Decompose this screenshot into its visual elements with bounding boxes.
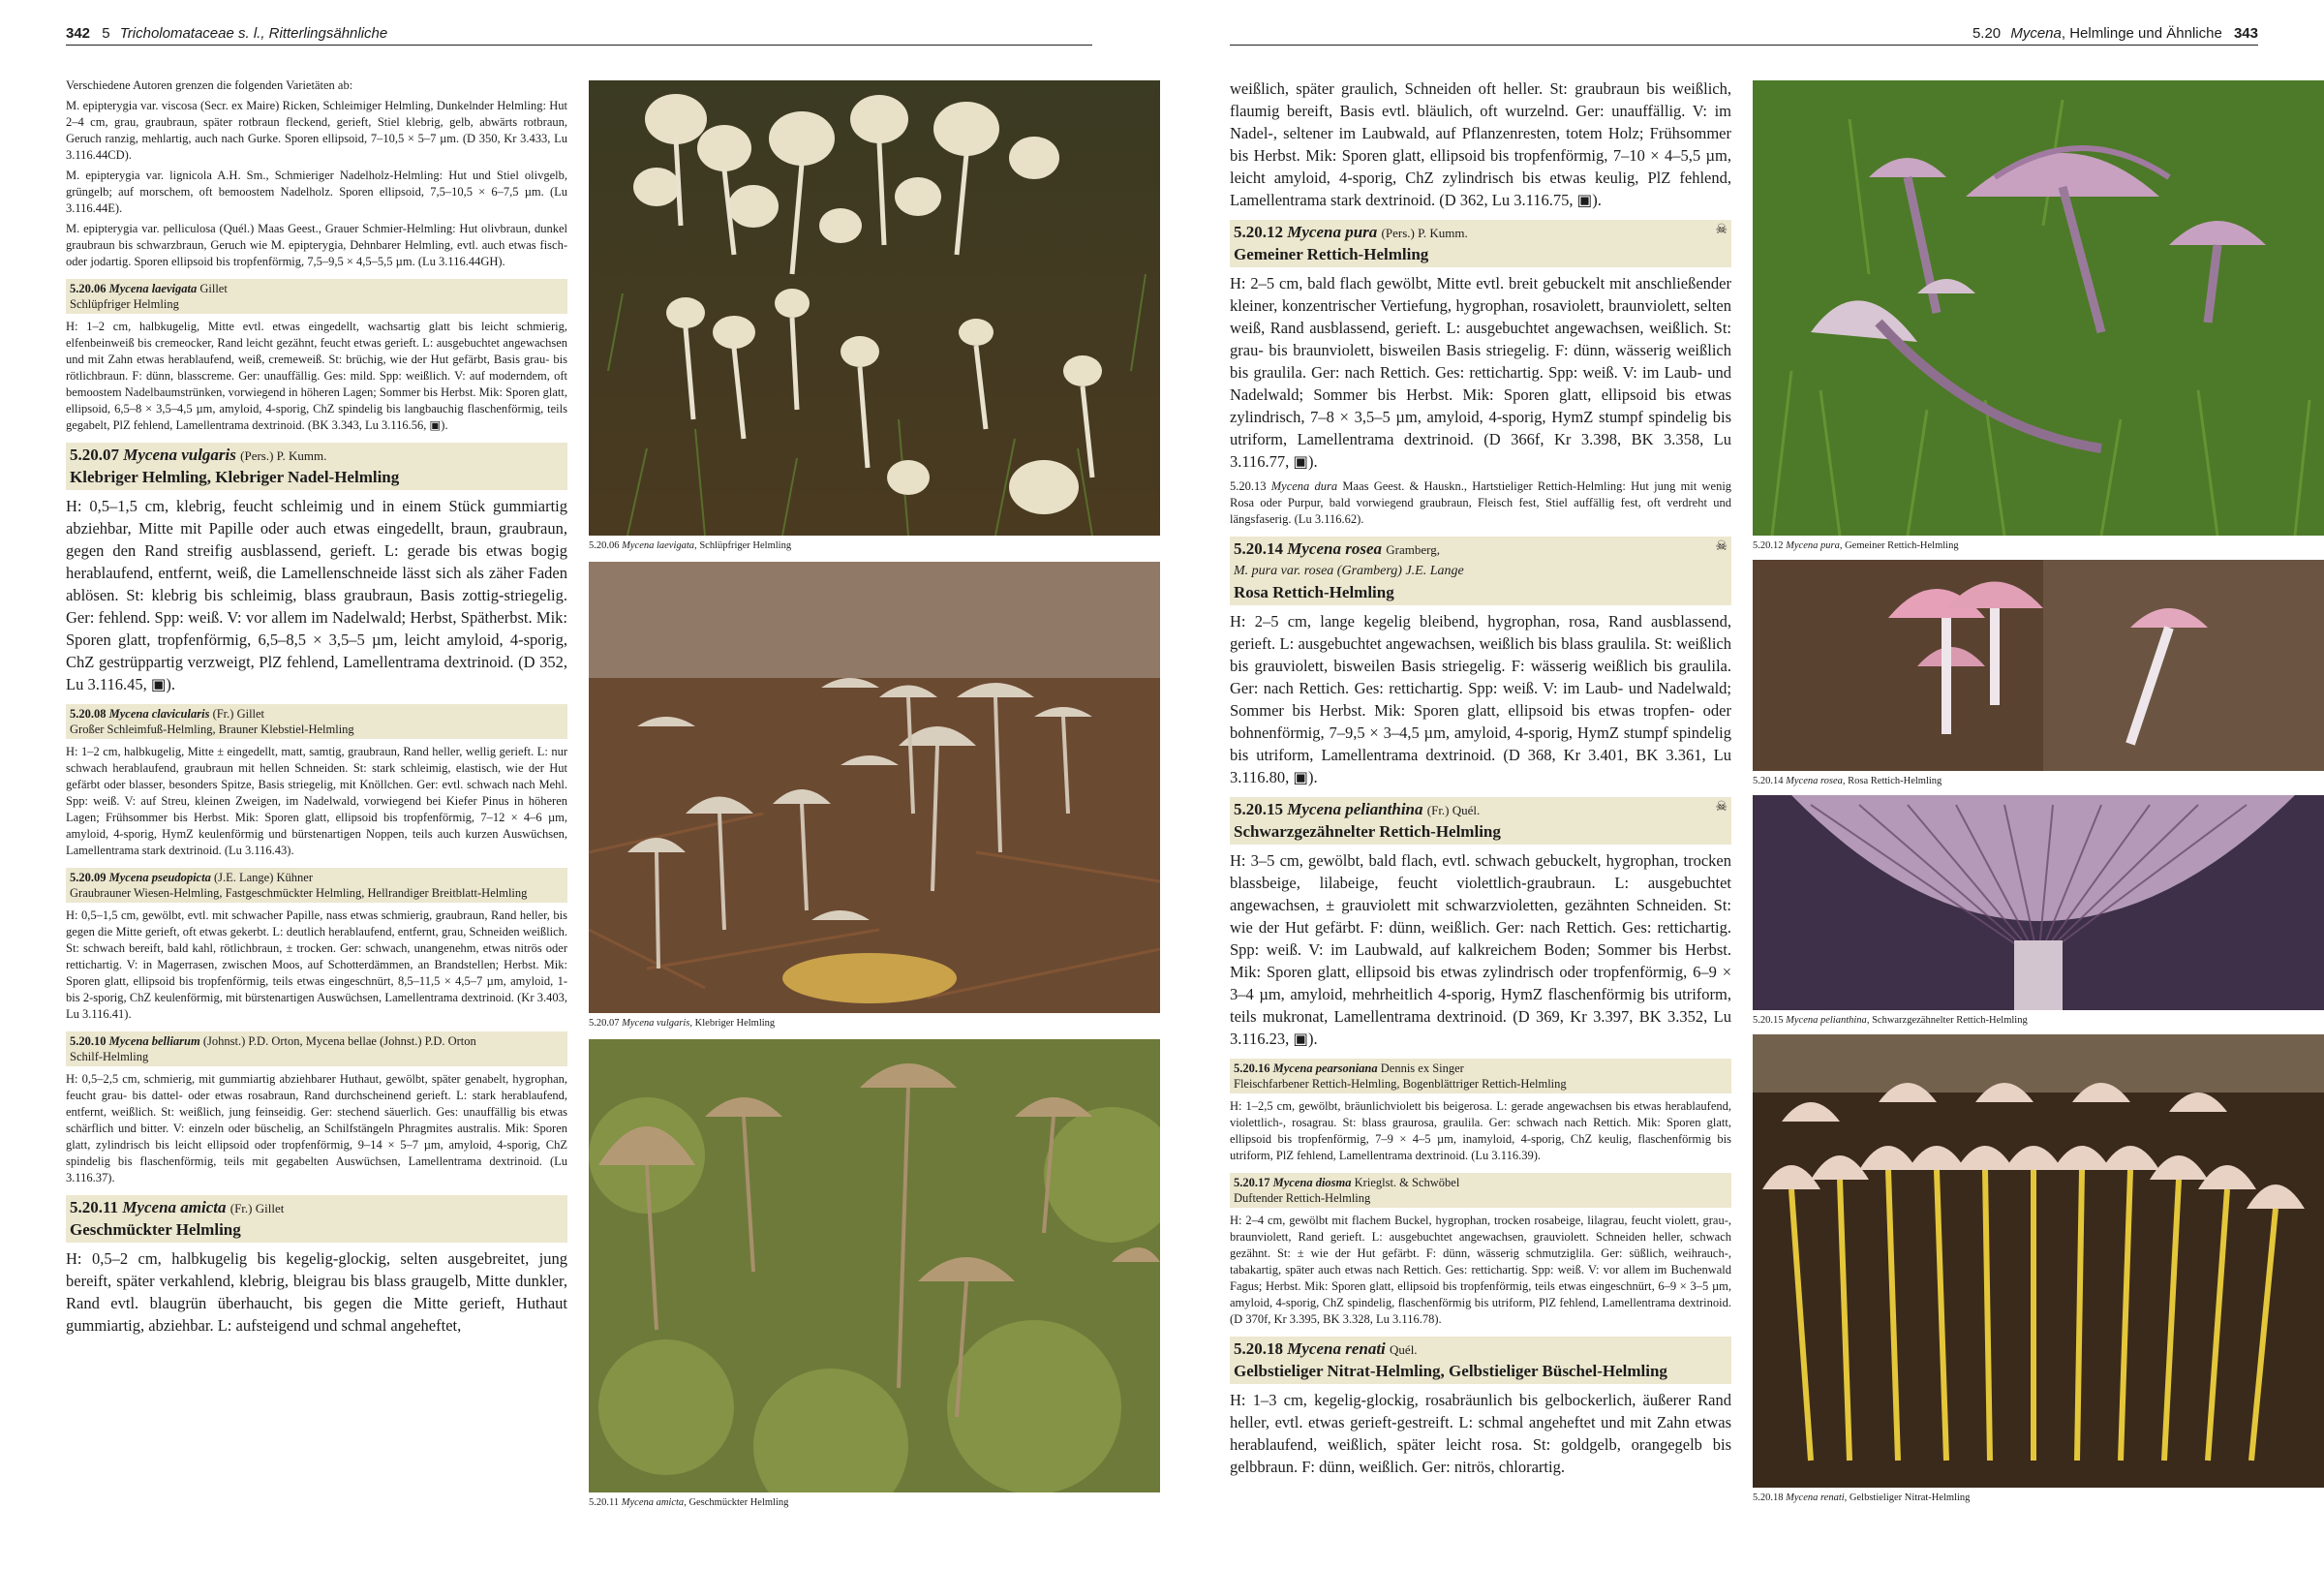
species-note: 5.20.13 Mycena dura Maas Geest. & Hauskn., Hartstieliger Rettich-Helmling: Hut jung mit wenig Rosa oder Purpur, bald vorwiegend graubraun, Fleisch fest, Stiel auffällig fest, oft verdreht und längsfaserig. (Lu 3.116.62). — [1230, 479, 1731, 526]
section-number: 5.20.06 — [70, 282, 107, 295]
german-name: Fleischfarbener Rettich-Helmling, Bogenblättriger Rettich-Helmling — [1234, 1077, 1567, 1091]
mushroom-photo — [1753, 560, 2324, 771]
species-author: Dennis ex Singer — [1380, 1061, 1464, 1075]
german-name: Rosa Rettich-Helmling — [1234, 583, 1394, 601]
species-description: H: 3–5 cm, gewölbt, bald flach, evtl. schwach gebuckelt, hygrophan, trocken blassbeige, lilabeige, feucht violettlich-graubraun. L: ausgebuchtet angewachsen, ± grauviolett mit schwarzvioletten, gezähnten Schneiden. St: wie der Hut gefärbt. F: dünn, weißlich. Ger: nach Rettich. Ges: rettichartig. Spp: weiß. V: im Laubwald, auf kalkreichem Boden; Sommer bis Herbst. Mik: Sporen glatt, ellipsoid bis etwas zylindrisch oder tropfenförmig, 6–9 × 3–4 µm, amyloid, mehrheitlich 4-sporig, HymZ flaschenförmig bis utriform, teils mukronat, Lamellentrama dextrinoid. (D 369, Kr 3.397, BK 3.352, Lu 3.116.23, ▣). — [1230, 851, 1731, 1048]
section-number: 5.20.18 — [1234, 1339, 1283, 1358]
german-name: Gemeiner Rettich-Helmling — [1234, 245, 1429, 263]
species-author: (Fr.) Gillet — [212, 707, 265, 721]
german-name: Schlüpfriger Helmling — [70, 297, 179, 311]
photo-german-name: Geschmückter Helmling — [688, 1497, 789, 1508]
right-photo-column — [1753, 80, 2324, 1508]
species-description: H: 0,5–1,5 cm, klebrig, feucht schleimig und in einem Stück gummiartig abziehbar, Mitte mit Papille oder auch etwas eingedellt, braun, graubraun, gegen den Rand streifig ausblassend, gerieft. L: gerade bis etwas bogig herablaufend, entfernt, weiß, die Lamellenschneide lässt sich als zäher Faden ablösen. St: klebrig bis schleimig, blass graubraun, Basis zottig-striegelig. Ger: fehlend. Spp: weiß. V: vor allem im Nadelwald; Herbst, Spätherbst. Mik: Sporen glatt, tropfenförmig, 6,5–8,5 × 3,5–5 µm, leicht amyloid, 4-sporig, ChZ gestrüppartig verzweigt, PlZ fehlend, Lamellentrama dextrinoid. (D 352, Lu 3.116.45, ▣). — [66, 497, 567, 693]
mushroom-photo — [589, 1039, 1160, 1492]
species-name: Mycena diosma — [1272, 1176, 1352, 1189]
photo-caption: 5.20.14 Mycena rosea, Rosa Rettich-Helmling — [1753, 776, 1942, 786]
species-description: H: 1–3 cm, kegelig-glockig, rosabräunlich bis gelbockerlich, äußerer Rand heller, evtl. etwas gerieft-gestreift. L: schmal angeheftet und mit Zahn etwas herablaufend, weißlich, später leicht rosa. St: goldgelb, orangegelb bis gelbbraun. F: dünn, weißlich. Ger: nitrös, chlorartig. — [1230, 1391, 1731, 1476]
species-name: Mycena rosea — [1287, 539, 1382, 558]
right-running-header — [1230, 25, 2258, 46]
photo-german-name: Schlüpfriger Helmling — [699, 540, 792, 551]
species-name: Mycena laevigata — [108, 282, 198, 295]
species-description: H: 2–5 cm, lange kegelig bleibend, hygrophan, rosa, Rand ausblassend, gerieft. L: ausgebuchtet angewachsen, weißlich bis blass graulila. St: weißlich bis grauviolett, bisweilen Basis striegelig. F: wässerig weißlich bis graulila. Ger: nach Rettich. Ges: rettichartig. Spp: weiß. V: im Laub- und Nadelwald; Sommer bis Herbst. Mik: Sporen glatt, ellipsoid bis etwas tropfen- oder bohnenförmig, 7–9,5 × 3–4,5 µm, amyloid, 4-sporig, HymZ stumpf spindelig bis utriform, Lamellentrama dextrinoid. (D 368, Kr 3.401, BK 3.361, Lu 3.116.80, ▣). — [1230, 612, 1731, 786]
photo-species: Mycena amicta — [621, 1497, 685, 1508]
photo-german-name: Schwarzgezähnelter Rettich-Helmling — [1872, 1015, 2028, 1026]
species-author: (Fr.) Gillet — [229, 1201, 285, 1215]
photo-label: 5.20.18 — [1753, 1492, 1784, 1503]
species-author: (J.E. Lange) Kühner — [213, 871, 313, 884]
species-description: Hartstieliger Rettich-Helmling: Hut jung mit wenig Rosa oder Purpur, bald vorwiegend graubraun, Fleisch fest, Stiel auffällig fest, oft verdreht und längsfaserig. (Lu 3.116.62). — [1230, 479, 1731, 526]
photo-label: 5.20.12 — [1753, 540, 1784, 551]
species-author: Gramberg, — [1386, 542, 1440, 557]
german-name: Gelbstieliger Nitrat-Helmling, Gelbstieliger Büschel-Helmling — [1234, 1362, 1667, 1380]
photo-caption: 5.20.15 Mycena pelianthina, Schwarzgezähnelter Rettich-Helmling — [1753, 1015, 2028, 1026]
section-heading — [66, 443, 567, 490]
photo-caption: 5.20.18 Mycena renati, Gelbstieliger Nitrat-Helmling — [1753, 1492, 1971, 1503]
photo-german-name: Rosa Rettich-Helmling — [1848, 776, 1942, 786]
section-number: 5 — [102, 25, 110, 42]
page-number: 342 — [66, 25, 91, 42]
german-name: Großer Schleimfuß-Helmling, Brauner Klebstiel-Helmling — [70, 723, 354, 736]
species-description: H: 0,5–2 cm, halbkugelig bis kegelig-glockig, selten ausgebreitet, jung bereift, später verkahlend, klebrig, bleigrau bis blass graugelb, Mitte dunkler, Rand evtl. blaugrün überhaucht, bis gegen die Mitte gerieft, Huthaut gummiartig, abziehbar. L: aufsteigend und schmal angeheftet, — [66, 1249, 567, 1335]
photo-label: 5.20.07 — [589, 1018, 620, 1029]
section-heading — [1230, 220, 1731, 267]
photo-species: Mycena vulgaris — [622, 1018, 690, 1029]
photo-label: 5.20.14 — [1753, 776, 1784, 786]
section-heading — [66, 868, 567, 903]
species-name: Mycena pura — [1287, 223, 1378, 241]
species-description: H: 1–2 cm, halbkugelig, Mitte ± eingedellt, matt, samtig, graubraun, Rand heller, wellig gerieft. L: nur schwach herablaufend, graubraun mit hellen Schneiden. St: stark schleimig, elastisch, wie der Hut gefärbt oder blasser, besonders Spitze, Basis striegelig, mit Knöllchen. Ger: evtl. schwach nach Mehl. Spp: weiß. V: auf Streu, kleinen Zweigen, im Nadelwald, vorwiegend bei Kiefer Pinus in höheren Lagen; Frühsommer bis Herbst. Mik: Sporen glatt, ellipsoid bis tropfenförmig, 7–12 × 4–6 µm, amyloid, 4-sporig, HymZ keulenförmig und bürstenartigen Noppen, teils auch kurzen Auswüchsen, Lamellentrama stark dextrinoid. (Lu 3.116.43). — [66, 745, 567, 857]
section-heading — [1230, 797, 1731, 845]
photo-label: 5.20.15 — [1753, 1015, 1784, 1026]
section-heading — [1230, 1173, 1731, 1208]
chapter-title: Tricholomataceae s. l., Ritterlingsähnliche — [119, 25, 388, 42]
left-photo-column — [589, 80, 1162, 1513]
species-description: H: 0,5–2,5 cm, schmierig, mit gummiartig abziehbarer Huthaut, gewölbt, später genabelt, hygrophan, feucht grau- bis dattel- oder etwas rosabraun, Rand durchscheinend gerieft. L: stark herablaufend, entfernt, weißlich. St: weißlich, jung feinseidig. Ger: stechend säuerlich. Ges: unauffällig bis etwas schärflich und bitter. V: einzeln oder büschelig, an Schilfstängeln Phragmites australis. Mik: Sporen glatt, zylindrisch bis leicht ellipsoid oder tropfenförmig, 9–14 × 5–7 µm, amyloid, 4-sporig, ChZ spindelig bis flaschenförmig, teils mit gegabelten Auswüchsen, Lamellentrama dextrinoid. (Lu 3.116.37). — [66, 1072, 567, 1184]
section-heading — [1230, 1059, 1731, 1093]
species-author: Quél. — [1390, 1342, 1418, 1357]
section-heading — [66, 279, 567, 314]
photo-species: Mycena pura — [1786, 540, 1840, 551]
section-number: 5.20.15 — [1234, 800, 1283, 818]
page-number: 343 — [2233, 25, 2258, 42]
species-description: H: 2–4 cm, gewölbt mit flachem Buckel, hygrophan, trocken rosabeige, lilagrau, feucht violett, grau-, braunviolett, Rand gerieft. L: ausgebuchtet angewachsen, grauviolett. Schneiden heller, schwach gezähnt. St: ± wie der Hut gefärbt. F: dünn, wässerig schmutziglila. Ger: süßlich, weihrauch-, tabakartig, später auch etwas nach Rettich. Ges: rettichartig. Spp: weiß. V: vor allem im Buchenwald Fagus; Herbst. Mik: Sporen glatt, ellipsoid bis tropfenförmig, teils etwas eingeschnürt, 6–9 × 3–5 µm, amyloid, 4-sporig, ChZ spindelig, flaschenförmig bis utriform, PlZ fehlend, Lamellentrama dextrinoid. (D 370f, Kr 3.395, BK 3.328, Lu 3.116.78). — [1230, 1214, 1731, 1326]
mushroom-photo — [1753, 795, 2324, 1010]
photo-species: Mycena laevigata — [622, 540, 695, 551]
species-description: H: 1–2 cm, halbkugelig, Mitte evtl. etwas eingedellt, wachsartig glatt bis leicht schmierig, elfenbeinweiß bis cremeocker, Rand leicht gezähnt, feucht etwas gerieft. L: ausgebuchtet angewachsen und mit Zahn etwas herablaufend, weiß, cremeweiß. St: brüchig, wie der Hut gefärbt, Basis grau- bis rötlichbraun. F: dünn, blasscreme. Ger: unauffällig. Ges: mild. Spp: weißlich. V: auf moderndem, oft bemoostem Nadelbaumstrünken, vorwiegend in höheren Lagen; Sommer bis Herbst. Mik: Sporen glatt, ellipsoid, 6,5–8 × 3,5–4,5 µm, amyloid, 4-sporig, ChZ spindelig bis langbauchig flaschenförmig, teils gegabelt, PlZ fehlend, Lamellentrama dextrinoid. (BK 3.343, Lu 3.116.56, ▣). — [66, 320, 567, 432]
species-name: Mycena pelianthina — [1287, 800, 1423, 818]
section-number: 5.20.10 — [70, 1034, 107, 1048]
mushroom-photo — [589, 80, 1160, 536]
variety-entry: M. epipterygia var. pelliculosa (Quél.) Maas Geest., Grauer Schmier-Helmling: Hut olivbraun, dunkel graubraun bis schwarzbraun, Geruch wie M. epipterygia, Dehnbarer Helmling, evtl. auch etwas fisch- oder jodartig. Sporen ellipsoid bis tropfenförmig, 7,5–9,5 × 4,5–5,5 µm. (Lu 3.116.44GH). — [66, 222, 567, 268]
section-number: 5.20.11 — [70, 1198, 119, 1216]
species-description: H: 1–2,5 cm, gewölbt, bräunlichviolett bis beigerosa. L: gerade angewachsen bis etwas herablaufend, violettlich-, rosagrau. St: blass graurosa, graulila. Ger: schwach nach Rettich. Mik: Sporen glatt, ellipsoid bis tropfenförmig, 7–9 × 4–5 µm, inamyloid, 4-sporig, ChZ keulig, flaschenförmig bis utriform, PlZ fehlend, Lamellentrama dextrinoid. (Lu 3.116.39). — [1230, 1099, 1731, 1162]
photo-species: Mycena renati — [1786, 1492, 1845, 1503]
species-author: Krieglst. & Schwöbel — [1354, 1176, 1460, 1189]
species-author: (Johnst.) P.D. Orton, Mycena bellae (Johnst.) P.D. Orton — [202, 1034, 476, 1048]
section-number: 5.20.08 — [70, 707, 107, 721]
species-name: Mycena dura — [1270, 479, 1338, 493]
photo-species: Mycena rosea — [1786, 776, 1843, 786]
variety-entry: M. epipterygia var. viscosa (Secr. ex Maire) Ricken, Schleimiger Helmling, Dunkelnder Helmling: Hut 2–4 cm, grau, graubraun, später rotbraun fleckend, gerieft, Stiel klebrig, gelb, abwärts rotbraun, Geruch ranzig, mehlartig, auch nach Gurke. Sporen ellipsoid, 7–10,5 × 5–7 µm. (D 350, Kr 3.433, Lu 3.116.44CD). — [66, 99, 567, 162]
species-description: H: 2–5 cm, bald flach gewölbt, Mitte evtl. breit gebuckelt mit anschließender kleiner, konzentrischer Vertiefung, hygrophan, rosaviolett, braunviolett, selten weiß, Rand ausblassend, gerieft. L: ausgebuchtet angewachsen, weißlich. St: grau- bis braunviolett, bisweilen Basis striegelig. F: dünn, wässerig weißlich bis graulila. Ger: nach Rettich. Ges: rettichartig. Spp: weiß. V: im Laub- und Nadelwald; Sommer bis Herbst. Mik: Sporen glatt, ellipsoid bis etwas zylindrisch, 7–8 × 3,5–5 µm, amyloid, 4-sporig, HymZ stumpf spindelig bis utriform, Lamellentrama dextrinoid. (D 366f, Kr 3.398, BK 3.358, Lu 3.116.77, ▣). — [1230, 274, 1731, 471]
photo-german-name: Gemeiner Rettich-Helmling — [1845, 540, 1959, 551]
continuation-text: weißlich, später graulich, Schneiden oft heller. St: graubraun bis weißlich, flaumig bereift, Basis evtl. bläulich, oft wurzelnd. Ger: unauffällig. V: im Nadel-, seltener im Laubwald, auf Pflanzenresten, totem Holz; Frühsommer bis Herbst. Mik: Sporen glatt, ellipsoid bis tropfenförmig, 7–10 × 4–5,5 µm, leicht amyloid, 4-sporig, ChZ zylindrisch bis etwas keulig, PlZ fehlend, Lamellentrama stark dextrinoid. (D 362, Lu 3.116.75, ▣). — [1230, 79, 1731, 209]
left-text-column — [66, 77, 567, 1525]
species-author: (Pers.) P. Kumm. — [240, 448, 327, 463]
species-name: Mycena belliarum — [108, 1034, 200, 1048]
species-name: Mycena pearsoniana — [1272, 1061, 1378, 1075]
chapter-genus: Mycena — [2010, 25, 2062, 42]
species-name: Mycena vulgaris — [123, 446, 236, 464]
species-author: Maas Geest. & Hauskn. — [1342, 479, 1464, 493]
right-text-column — [1230, 77, 1731, 1525]
section-number: 5.20.16 — [1234, 1061, 1270, 1075]
species-name: Mycena amicta — [122, 1198, 227, 1216]
section-number: 5.20.12 — [1234, 223, 1283, 241]
mushroom-photo — [1753, 80, 2324, 536]
species-name: Mycena renati — [1287, 1339, 1386, 1358]
section-heading — [66, 1195, 567, 1243]
german-name: Duftender Rettich-Helmling — [1234, 1191, 1371, 1205]
skull-icon: ☠ — [1715, 800, 1728, 815]
photo-label: 5.20.06 — [589, 540, 620, 551]
intro-text: Verschiedene Autoren grenzen die folgenden Varietäten ab: — [66, 78, 353, 92]
photo-caption: 5.20.11 Mycena amicta, Geschmückter Helmling — [589, 1497, 789, 1508]
skull-icon: ☠ — [1715, 223, 1728, 237]
photo-label: 5.20.11 — [589, 1497, 620, 1508]
german-name: Schwarzgezähnelter Rettich-Helmling — [1234, 822, 1501, 841]
german-name: Schilf-Helmling — [70, 1050, 149, 1063]
section-number: 5.20.09 — [70, 871, 107, 884]
species-description: H: 0,5–1,5 cm, gewölbt, evtl. mit schwacher Papille, nass etwas schmierig, graubraun, Rand heller, bis gegen die Mitte gerieft, oft etwas gekerbt. L: deutlich herablaufend, entfernt, grau, Schneiden weißlich. St: schwach bereift, bald kahl, rötlichbraun, ± trocken. Ger: schwach, unangenehm, etwas nitrös oder rettichartig. V: in Magerrasen, zwischen Moos, auf Schotterdämmen, an Brandstellen; Herbst. Mik: Sporen glatt, ellipsoid bis tropfenförmig, teils etwas eingeschnürt, 8,5–11,5 × 4,5–7 µm, amyloid, 1- bis 2-sporig, ChZ keulenförmig, mit bürstenartigen Auswüchsen, Lamellentrama dextrinoid. (Kr 3.403, Lu 3.116.41). — [66, 908, 567, 1021]
species-author: (Pers.) P. Kumm. — [1381, 226, 1468, 240]
photo-caption: 5.20.12 Mycena pura, Gemeiner Rettich-Helmling — [1753, 540, 1959, 551]
photo-species: Mycena pelianthina — [1786, 1015, 1867, 1026]
species-name: Mycena pseudopicta — [108, 871, 211, 884]
section-heading — [66, 704, 567, 739]
photo-german-name: Gelbstieliger Nitrat-Helmling — [1849, 1492, 1971, 1503]
mushroom-photo — [589, 562, 1160, 1013]
right-page — [1162, 0, 2324, 1569]
mushroom-photo — [1753, 1034, 2324, 1488]
section-heading — [1230, 537, 1731, 605]
german-name: Klebriger Helmling, Klebriger Nadel-Helmling — [70, 468, 400, 486]
section-number: 5.20.17 — [1234, 1176, 1270, 1189]
section-heading — [66, 1031, 567, 1066]
chapter-title: , Helmlinge und Ähnliche — [2061, 25, 2222, 42]
left-running-header — [66, 25, 1092, 46]
species-name: Mycena clavicularis — [108, 707, 210, 721]
section-number: 5.20.13 — [1230, 479, 1267, 493]
species-author: Gillet — [199, 282, 228, 295]
species-author: (Fr.) Quél. — [1426, 803, 1481, 817]
german-name: Geschmückter Helmling — [70, 1220, 241, 1239]
skull-icon: ☠ — [1715, 539, 1728, 554]
alternative-name: M. pura var. rosea (Gramberg) J.E. Lange — [1234, 564, 1464, 578]
variety-entry: M. epipterygia var. lignicola A.H. Sm., Schmieriger Nadelholz-Helmling: Hut und Stiel olivgelb, grüngelb; auf morschem, oft bemoostem Nadelholz. Sporen ellipsoid, 7,5–10,5 × 6–7,5 µm. (Lu 3.116.44E). — [66, 169, 567, 215]
photo-caption: 5.20.07 Mycena vulgaris, Klebriger Helmling — [589, 1018, 776, 1029]
section-number: 5.20.14 — [1234, 539, 1283, 558]
section-heading — [1230, 1337, 1731, 1384]
section-number: 5.20.07 — [70, 446, 119, 464]
photo-german-name: Klebriger Helmling — [694, 1018, 776, 1029]
section-number: 5.20 — [1972, 25, 2002, 42]
german-name: Graubrauner Wiesen-Helmling, Fastgeschmückter Helmling, Hellrandiger Breitblatt-Helmling — [70, 886, 528, 900]
photo-caption: 5.20.06 Mycena laevigata, Schlüpfriger Helmling — [589, 540, 792, 551]
